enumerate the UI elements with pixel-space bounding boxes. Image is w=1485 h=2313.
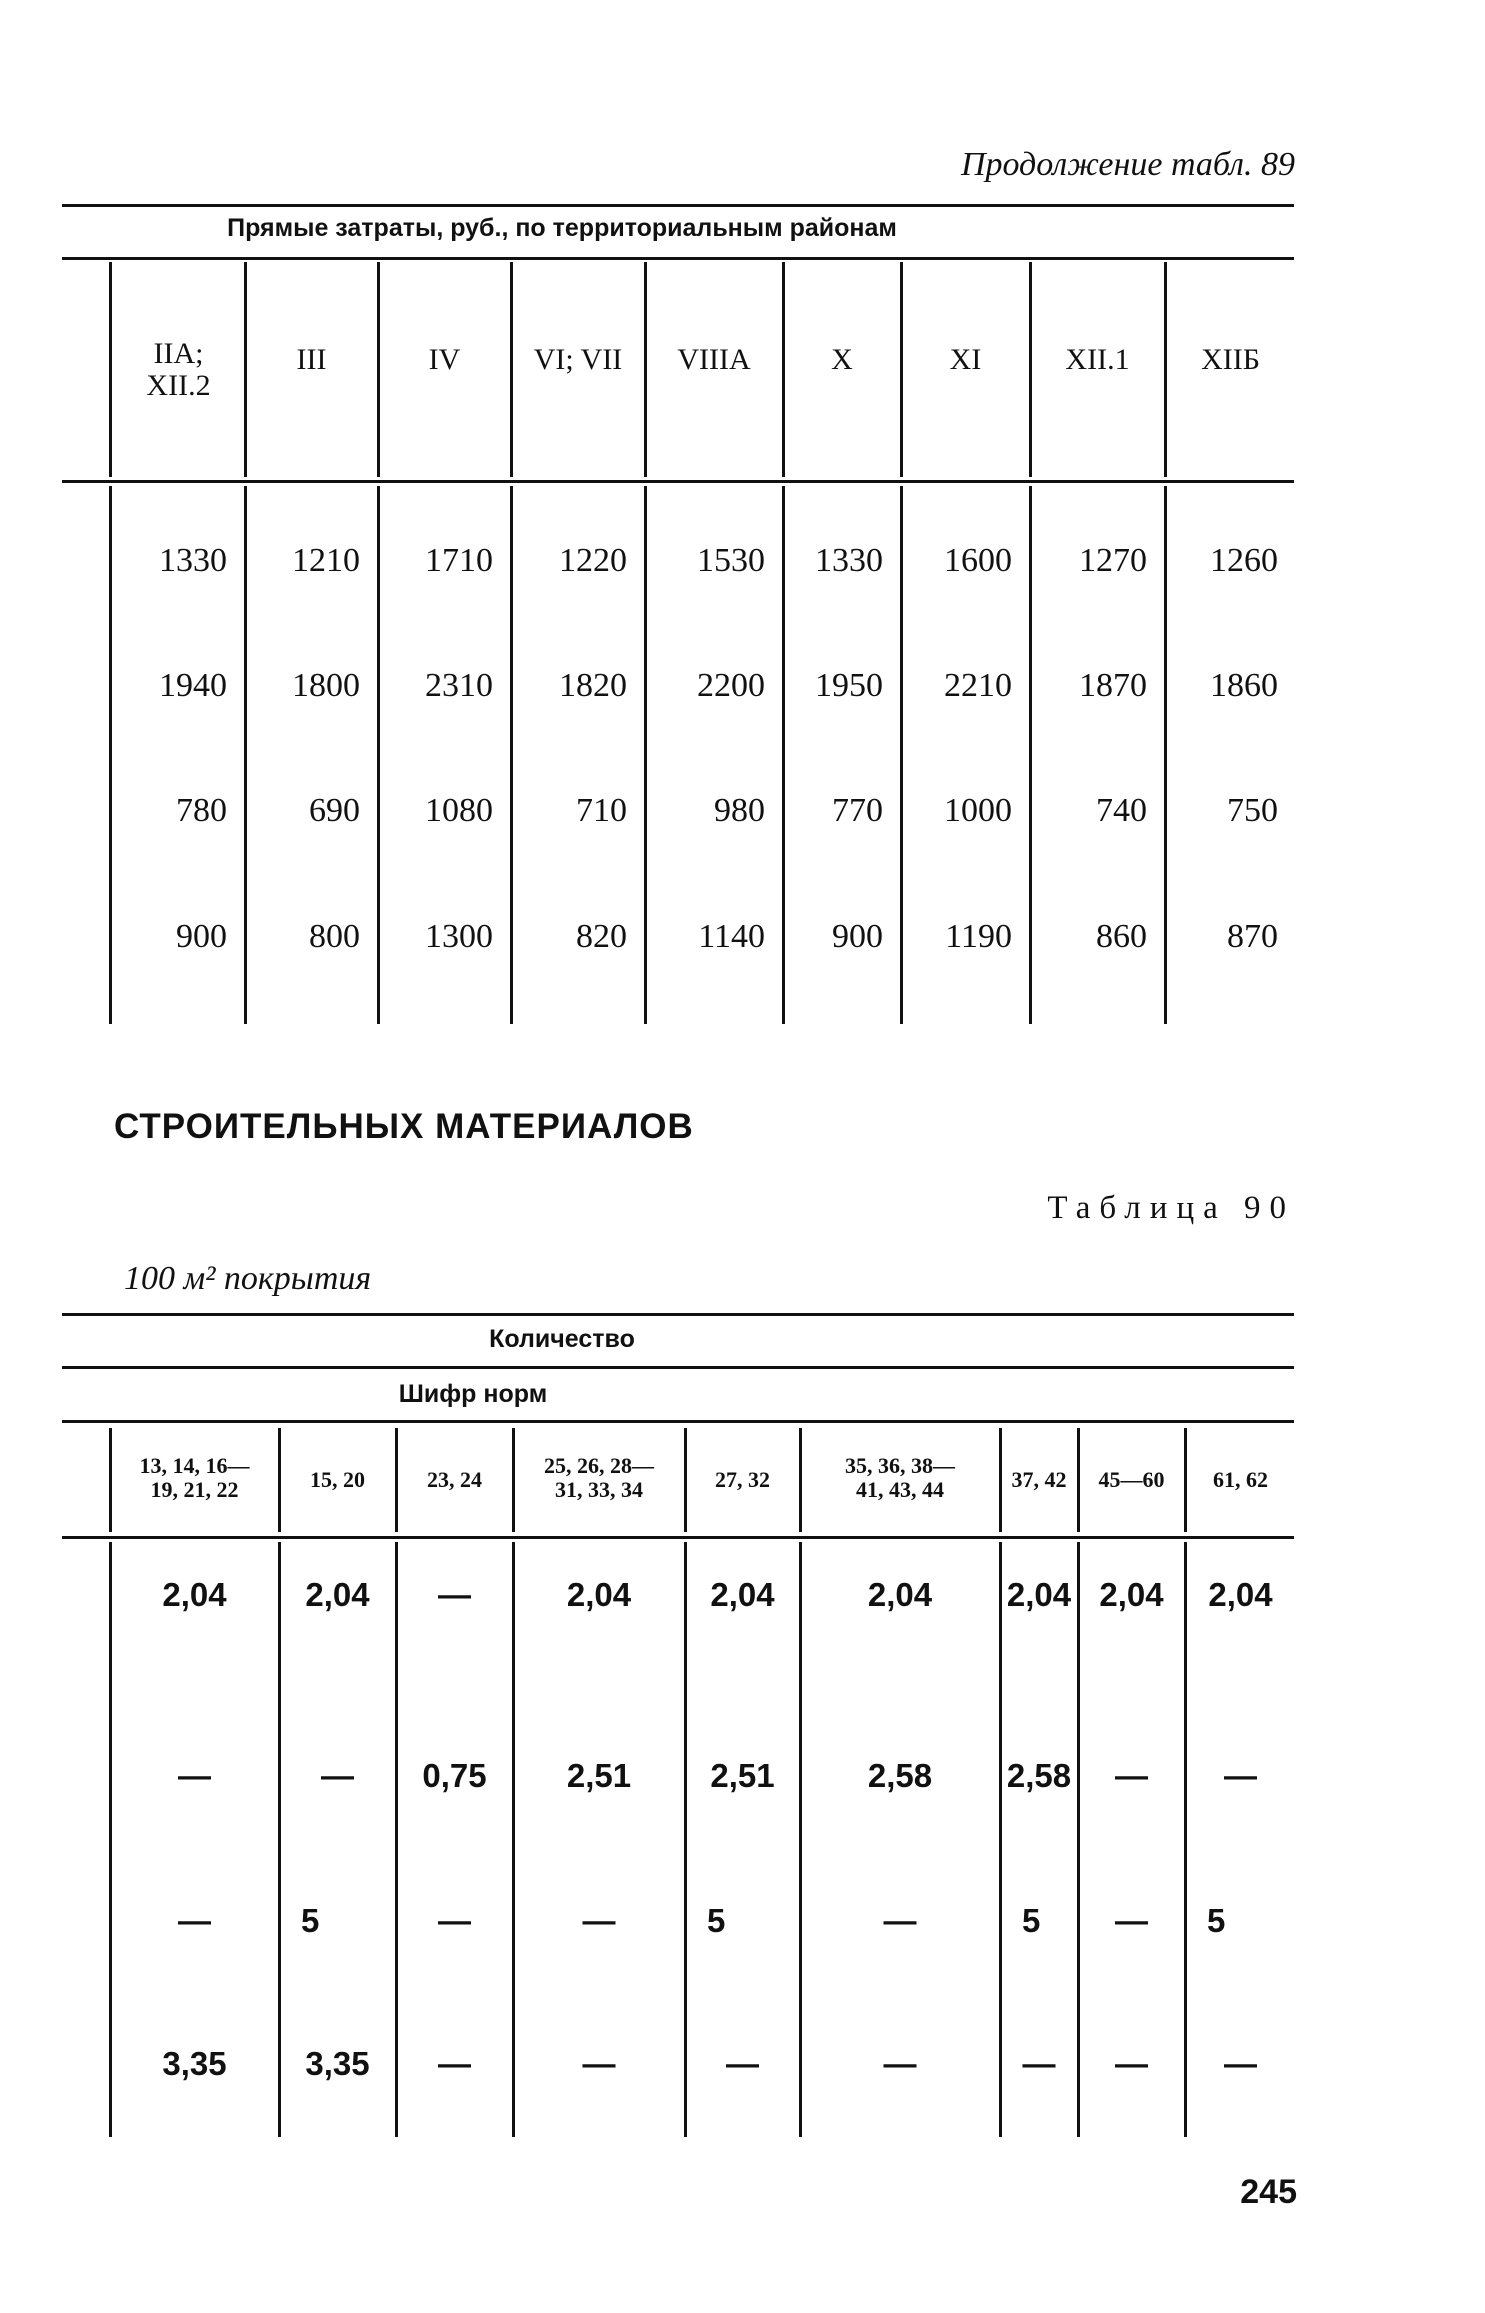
table90-column-header [279,1468,396,1492]
table89-cell: 710 [576,792,627,829]
table89-cell: 690 [309,792,360,829]
table89-cell: 1000 [944,792,1012,829]
table90-column-header [800,1454,1000,1502]
table89-column-header: VI; VII [533,343,623,376]
section-title: СТРОИТЕЛЬНЫХ МАТЕРИАЛОВ [114,1107,694,1146]
table90-top-rule [62,1313,1294,1316]
table89-cell: 750 [1227,792,1278,829]
table90-column-header [110,1454,279,1502]
table90-cell: 2,04 [1099,1576,1164,1613]
table90-header-line: 61, 62 [1213,1467,1268,1492]
table90-column-header [685,1468,800,1492]
table89-column-header: IV [428,343,461,376]
table89-group-header: Прямые затраты, руб., по территориальным районам [227,214,897,242]
table89-column-header: XIIБ [1201,343,1260,376]
table89-cell: 2200 [697,667,765,704]
table90-cell: 2,04 [566,1576,632,1613]
table90-cell: 2,04 [710,1576,775,1613]
table89-cell: 900 [176,918,227,955]
table89-cell: 1950 [815,667,883,704]
table89-cell: 1870 [1079,667,1147,704]
table89-column-header: VIIIA [677,343,751,376]
table89-cell: 1820 [559,667,627,704]
table89-cell: 770 [832,792,883,829]
table89-cell: 1190 [945,918,1012,955]
table90-quantity-header: Количество [489,1325,635,1353]
table90-cell: — [438,2045,471,2082]
table90-header-line: 13, 14, 16— [139,1453,250,1478]
table89-cell: 780 [176,792,227,829]
continuation-caption: Продолжение табл. 89 [960,146,1295,183]
table89-cell: 1860 [1210,667,1278,704]
table90-cell: 2,51 [566,1757,632,1794]
table89-cell: 740 [1096,792,1147,829]
table90-cell: — [438,1902,471,1939]
table90-cell: — [726,2045,759,2082]
table90-codes-rule [62,1420,1294,1423]
table90-header-line: 19, 21, 22 [150,1477,239,1502]
table90-header-line: 25, 26, 28— [544,1453,654,1478]
table90-header-line: 15, 20 [310,1467,365,1492]
table90-cell: 2,04 [867,1576,933,1613]
table90-cell: 3,35 [162,2045,227,2082]
table90-header-line: 27, 32 [715,1467,770,1492]
table90-cell: 2,58 [867,1757,933,1794]
table90-header-line: 35, 36, 38— [845,1453,955,1478]
table90-column-header [1185,1468,1296,1492]
table90-column-header [1000,1468,1078,1492]
table89-column-header: III [296,343,327,376]
table90-cell: — [1224,2045,1257,2082]
table-label: Таблица 90 [1047,1190,1295,1226]
table90-column-header [396,1468,513,1492]
table90-codes-header: Шифр норм [398,1380,548,1408]
table90-cell: — [321,1757,354,1794]
table90-cell: — [1022,2045,1056,2082]
table90-column-header [513,1454,685,1502]
table90-cell: — [178,1757,211,1794]
table90-cell: 2,58 [1006,1757,1072,1794]
table90-cell: — [582,2045,616,2082]
table90-header-line: 45—60 [1098,1467,1165,1492]
table90-cell: — [1224,1757,1257,1794]
table90-cell: 2,04 [1006,1576,1072,1613]
table89-cell: 1940 [159,667,227,704]
table90-cell: 5 [1207,1902,1226,1939]
table89-cell: 1530 [697,542,765,579]
table90-cell: — [1115,2045,1148,2082]
table89-cell: 870 [1227,918,1278,955]
table89-cell: 1800 [292,667,360,704]
table90-cell: 5 [301,1902,320,1939]
table90-header-line: 23, 24 [427,1467,482,1492]
table89-cell: 1600 [944,542,1012,579]
page-number: 245 [1240,2173,1297,2211]
table90-column-header [1078,1468,1185,1492]
table89-cell: 1270 [1079,542,1147,579]
table90-header-line: 37, 42 [1011,1467,1067,1492]
table90-cell: — [1115,1757,1148,1794]
table89-cell: 1080 [425,792,493,829]
table90-cell: — [582,1902,616,1939]
table89-cell: 1330 [159,542,227,579]
table89-column-header: XII.1 [1065,343,1130,376]
table89-cell: 900 [832,918,883,955]
table89-cell: 2210 [944,667,1012,704]
table90-cell: 5 [707,1902,726,1939]
table90-cell: — [883,1902,917,1939]
table89-column-header: XI [949,343,982,376]
table89-header-rule [62,480,1294,483]
table89-cell: 1330 [815,542,883,579]
unit-caption: 100 м² покрытия [124,1260,372,1297]
table89-group-rule [62,257,1294,260]
table90-cell: 2,04 [162,1576,227,1613]
table89-column-header: X [831,343,853,376]
table89-cell: 1220 [559,542,627,579]
table90-cell: 3,35 [305,2045,370,2082]
table89-cell: 820 [576,918,627,955]
table89-header-line: XII.2 [146,369,211,402]
table89-header-line: IIA; [153,337,204,370]
table90-cell: 0,75 [422,1757,487,1794]
table90-header-line: 41, 43, 44 [856,1477,944,1502]
table89-cell: 1210 [292,542,360,579]
table90-cell: 2,04 [1208,1576,1273,1613]
table89-cell: 860 [1096,918,1147,955]
table90-cell: — [1115,1902,1148,1939]
table89-column-header [112,338,245,402]
table89-cell: 980 [714,792,765,829]
table90-cell: 2,51 [710,1757,775,1794]
table90-quantity-rule [62,1366,1294,1369]
table89-top-rule [62,204,1294,207]
table89-cell: 800 [309,918,360,955]
table89-cell: 2310 [425,667,493,704]
table89-cell: 1710 [425,542,493,579]
table89-cell: 1260 [1210,542,1278,579]
table90-cell: 2,04 [305,1576,370,1613]
table90-header-line: 31, 33, 34 [555,1477,643,1502]
table90-cell: — [178,1902,211,1939]
table89-cell: 1300 [425,918,493,955]
table90-cell: 5 [1022,1902,1041,1939]
table89-cell: 1140 [698,918,765,955]
table90-cell: — [438,1576,471,1613]
table90-cell: — [883,2045,917,2082]
table90-header-rule [62,1536,1294,1539]
